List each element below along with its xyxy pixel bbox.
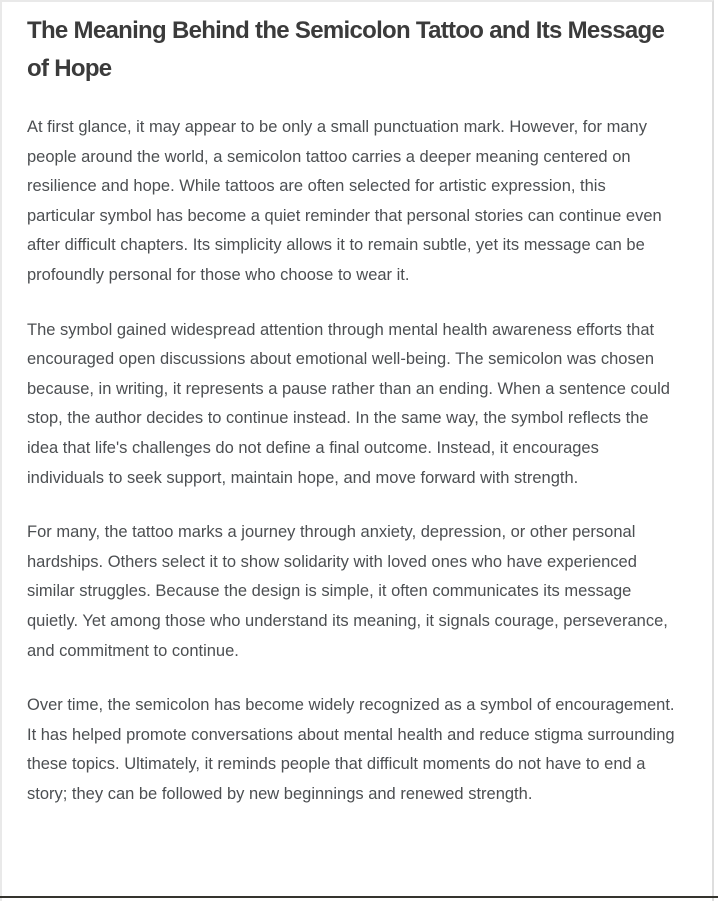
page-title [27,12,692,88]
bottom-divider [0,896,718,898]
page-title-line-1: The Meaning Behind the Semicolon Tattoo and Its Message [27,17,665,44]
article-paragraph: At first glance, it may appear to be only a small punctuation mark. However, for many people around the world, a semicolon tattoo carries a deeper meaning centered on resilience and hope. While tattoos are often selected for artistic expression, this particular symbol has become a quiet reminder that personal stories can continue even after difficult chapters. Its simplicity allows it to remain subtle, yet its message can be profoundly personal for those who choose to wear it. [27,118,662,284]
article-paragraph: For many, the tattoo marks a journey through anxiety, depression, or other personal hardships. Others select it to show solidarity with loved ones who have experienced similar struggles. Because the design is simple, it often communicates its message quietly. Yet among those who understand its meaning, it signals courage, perseverance, and commitment to continue. [27,523,668,660]
page-title-line-2: of Hope [27,55,112,82]
article-paragraph: Over time, the semicolon has become widely recognized as a symbol of encouragement. It has helped promote conversations about mental health and reduce stigma surrounding these topics. Ultimately, it reminds people that difficult moments do not have to end a story; they can be followed by new beginnings and renewed strength. [27,696,675,803]
article-paragraph: The symbol gained widespread attention through mental health awareness efforts that encouraged open discussions about emotional well-being. The semicolon was chosen because, in writing, it represents a pause rather than an ending. When a sentence could stop, the author decides to continue instead. In the same way, the symbol reflects the idea that life's challenges do not define a final outcome. Instead, it encourages individuals to seek support, maintain hope, and move forward with strength. [27,320,670,487]
article-body [27,113,692,809]
